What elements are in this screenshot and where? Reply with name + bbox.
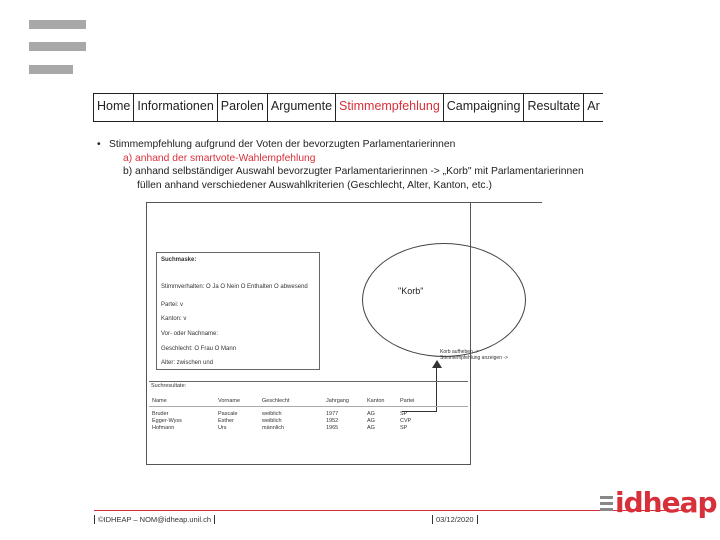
table-cell: AG (367, 411, 375, 417)
menu-bars-logo (29, 20, 86, 65)
korb-ellipse (362, 243, 526, 357)
table-cell: Egger-Wyss (152, 418, 182, 424)
search-row: Kanton: v (161, 316, 187, 322)
bullet-b1: b) anhand selbständiger Auswahl bevorzugter Parlamentarierinnen -> „Korb" mit Parlamentarierinnen (123, 166, 584, 178)
table-cell: AG (367, 418, 375, 424)
footer-copyright: ©IDHEAP – NOM@idheap.unil.ch (94, 515, 215, 524)
results-column-header: Vorname (218, 398, 241, 404)
nav-bar (93, 93, 603, 122)
nav-item-6[interactable]: Resultate (524, 94, 584, 121)
results-column-header: Geschlecht (262, 398, 290, 404)
table-cell: AG (367, 425, 375, 431)
nav-item-0[interactable]: Home (93, 94, 134, 121)
table-cell: CVP (400, 418, 412, 424)
korb-note-line-1: Korb aufheben -> (440, 349, 479, 355)
nav-item-7[interactable]: Ar (584, 94, 603, 121)
korb-note (440, 349, 508, 361)
nav-item-2[interactable]: Parolen (218, 94, 268, 121)
brand-word: idheap (615, 486, 717, 519)
table-cell: 1952 (326, 418, 339, 424)
table-cell: SP (400, 425, 408, 431)
nav-item-1[interactable]: Informationen (134, 94, 217, 121)
table-cell: weiblich (262, 411, 282, 417)
search-row: Geschlecht: O Frau O Mann (161, 346, 237, 352)
bullet-b2: füllen anhand verschiedener Auswahlkriterien (Geschlecht, Alter, Kanton, etc.) (137, 179, 492, 191)
search-row: Alter: zwischen und (161, 360, 214, 366)
table-cell: Urs (218, 425, 227, 431)
table-cell: männlich (262, 425, 285, 431)
results-column-header: Kanton (367, 398, 385, 404)
bullet-main: • Stimmempfehlung aufgrund der Voten der bevorzugten Parlamentarierinnen (97, 138, 617, 152)
nav-item-3[interactable]: Argumente (268, 94, 336, 121)
idheap-logo (600, 486, 717, 520)
results-column-header: Name (152, 398, 167, 404)
results-caption: Suchresultate: (151, 383, 187, 389)
table-cell: SP (400, 411, 408, 417)
search-row: Stimmverhalten: O Ja O Nein O Enthalten O abwesend (161, 284, 308, 290)
search-mask (156, 252, 320, 370)
nav-item-5[interactable]: Campaigning (444, 94, 525, 121)
search-row: Partei: v (161, 302, 184, 308)
bullet-a: a) anhand der smartvote-Wahlempfehlung (123, 152, 316, 164)
search-row: Vor- oder Nachname: (161, 331, 219, 337)
table-cell: 1965 (326, 425, 339, 431)
results-column-header: Jahrgang (326, 398, 349, 404)
table-cell: weiblich (262, 418, 282, 424)
nav-item-4[interactable]: Stimmempfehlung (336, 94, 444, 121)
korb-note-line-2: Stimmempfehlung anzeigen -> (440, 355, 508, 361)
bullet-list (97, 138, 617, 192)
results-column-header: Partei (400, 398, 415, 404)
table-cell: Hofmann (152, 425, 175, 431)
table-cell: Esther (218, 418, 234, 424)
table-cell: 1977 (326, 411, 339, 417)
arrow-head (432, 360, 442, 368)
table-cell: Pascale (218, 411, 238, 417)
search-title: Suchmaske: (161, 257, 197, 263)
footer-date: 03/12/2020 (432, 515, 478, 524)
table-cell: Bruder (152, 411, 169, 417)
korb-label: "Korb" (398, 286, 424, 296)
